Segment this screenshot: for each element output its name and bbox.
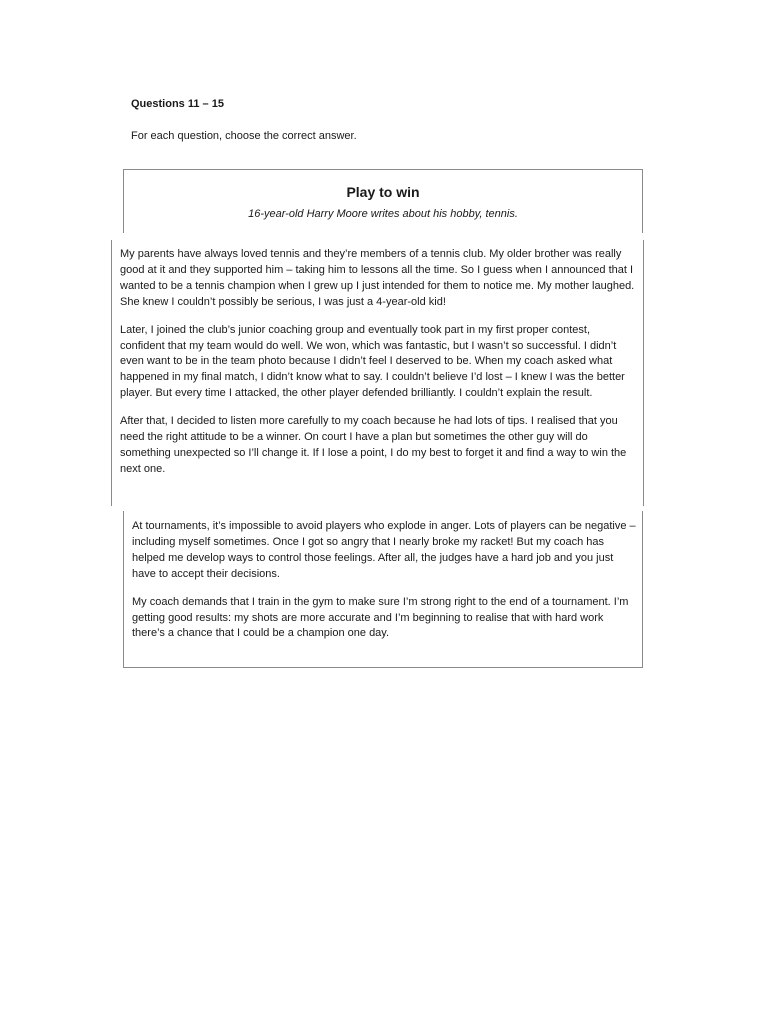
questions-heading: Questions 11 – 15 — [131, 98, 224, 110]
article-body-box-main — [111, 240, 644, 506]
article-body-box-end — [123, 511, 643, 668]
article-paragraph-4: At tournaments, it’s impossible to avoid players who explode in anger. Lots of players can be negative – including myself sometimes. Once I got so angry that I nearly broke my racket! But my coach has helped me develop ways to control those feelings. After all, the judges have a hard job and you just have to accept their decisions. — [132, 520, 636, 580]
article-paragraph-1: My parents have always loved tennis and they’re members of a tennis club. My older brother was really good at it and they supported him – taking him to lessons all the time. So I guess when I announced that I wanted to be a tennis champion when I grew up I just intended for them to notice me. My mother laughed. She knew I couldn’t possibly be serious, I was just a 4-year-old kid! — [120, 248, 635, 308]
article-subtitle: 16-year-old Harry Moore writes about his hobby, tennis. — [248, 208, 518, 220]
article-title: Play to win — [346, 184, 420, 200]
article-paragraph-3: After that, I decided to listen more carefully to my coach because he had lots of tips. I realised that you need the right attitude to be a winner. On court I have a plan but sometimes the other guy will do something unexpected so I’ll change it. If I lose a point, I do my best to forget it and find a way to win the next one. — [120, 415, 627, 475]
article-header-box — [123, 169, 643, 233]
instruction-text: For each question, choose the correct answer. — [131, 130, 357, 142]
article-paragraph-2: Later, I joined the club’s junior coaching group and eventually took part in my first proper contest, confident that my team would do well. We won, which was fantastic, but I wasn’t so successful. I didn’t even want to be in the team photo because I didn’t feel I deserved to be. When my coach asked what happened in my final match, I didn’t know what to say. I couldn’t believe I’d lost – I knew I was the better player. But every time I attacked, the other player defended brilliantly. I couldn’t explain the result. — [120, 323, 625, 400]
article-paragraph-5: My coach demands that I train in the gym to make sure I’m strong right to the end of a tournament. I’m getting good results: my shots are more accurate and I’m beginning to realise that with hard work there’s a chance that I could be a champion one day. — [132, 595, 629, 640]
